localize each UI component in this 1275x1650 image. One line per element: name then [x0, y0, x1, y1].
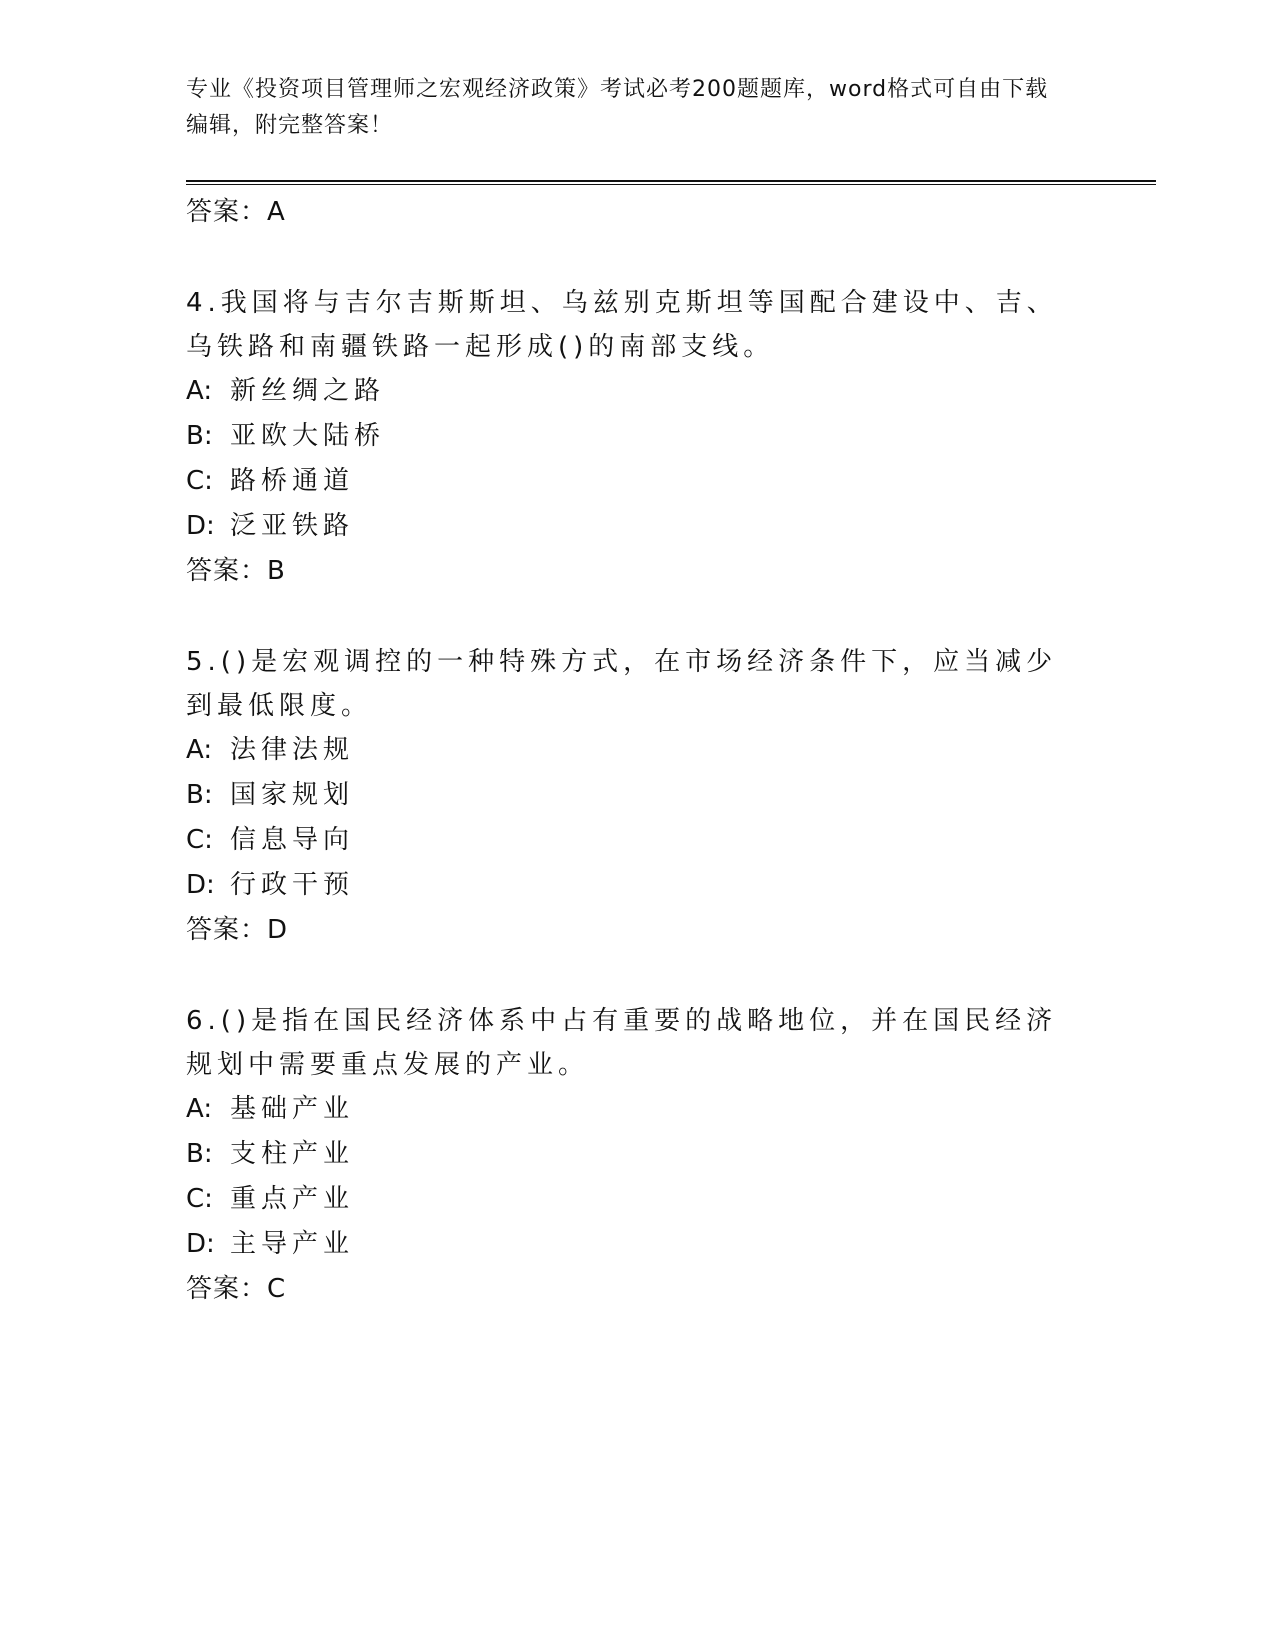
- answer-line: 答案：C: [186, 1274, 287, 1304]
- option-c: [186, 818, 1086, 863]
- option-c: [186, 1177, 1086, 1222]
- option-text: 新丝绸之路: [230, 376, 386, 406]
- option-text: 法律法规: [230, 735, 355, 765]
- option-letter: C:: [186, 466, 213, 496]
- option-letter: C:: [186, 1184, 213, 1214]
- option-letter: A:: [186, 735, 213, 765]
- option-text: 信息导向: [230, 825, 355, 855]
- option-text: 国家规划: [230, 780, 355, 810]
- option-letter: B:: [186, 780, 213, 810]
- option-b: [186, 773, 1086, 818]
- option-text: 路桥通道: [230, 466, 355, 496]
- option-text: 泛亚铁路: [230, 511, 355, 541]
- option-text: 基础产业: [230, 1094, 355, 1124]
- option-text: 主导产业: [230, 1229, 355, 1259]
- option-c: [186, 459, 1086, 504]
- option-letter: B:: [186, 421, 213, 451]
- option-a: [186, 369, 1086, 414]
- previous-answer: 答案：A: [186, 197, 286, 227]
- option-letter: D:: [186, 870, 215, 900]
- option-letter: B:: [186, 1139, 213, 1169]
- question-stem: 6.()是指在国民经济体系中占有重要的战略地位，并在国民经济规划中需要重点发展的产业。: [186, 1006, 1058, 1080]
- option-text: 行政干预: [230, 870, 355, 900]
- answer-line: 答案：D: [186, 915, 289, 945]
- option-letter: A:: [186, 376, 213, 406]
- header-rule-thick: [186, 180, 1156, 182]
- header-rule-thin: [186, 184, 1156, 185]
- option-b: [186, 414, 1086, 459]
- option-d: [186, 1222, 1086, 1267]
- option-a: [186, 728, 1086, 773]
- option-text: 亚欧大陆桥: [230, 421, 386, 451]
- option-text: 重点产业: [230, 1184, 355, 1214]
- option-a: [186, 1087, 1086, 1132]
- option-d: [186, 863, 1086, 908]
- question-block: [186, 281, 1086, 593]
- question-block: [186, 640, 1086, 952]
- option-letter: D:: [186, 511, 215, 541]
- option-letter: D:: [186, 1229, 215, 1259]
- option-letter: C:: [186, 825, 213, 855]
- option-text: 支柱产业: [230, 1139, 355, 1169]
- question-stem: 5.()是宏观调控的一种特殊方式，在市场经济条件下，应当减少到最低限度。: [186, 647, 1058, 721]
- answer-line: 答案：B: [186, 556, 286, 586]
- question-block: [186, 999, 1086, 1311]
- question-list: [186, 190, 1086, 1311]
- option-letter: A:: [186, 1094, 213, 1124]
- option-b: [186, 1132, 1086, 1177]
- document-header: 专业《投资项目管理师之宏观经济政策》考试必考200题题库，word格式可自由下载编辑，附完整答案！: [186, 77, 1049, 138]
- option-d: [186, 504, 1086, 549]
- question-stem: 4.我国将与吉尔吉斯斯坦、乌兹别克斯坦等国配合建设中、吉、乌铁路和南疆铁路一起形成()的南部支线。: [186, 288, 1058, 362]
